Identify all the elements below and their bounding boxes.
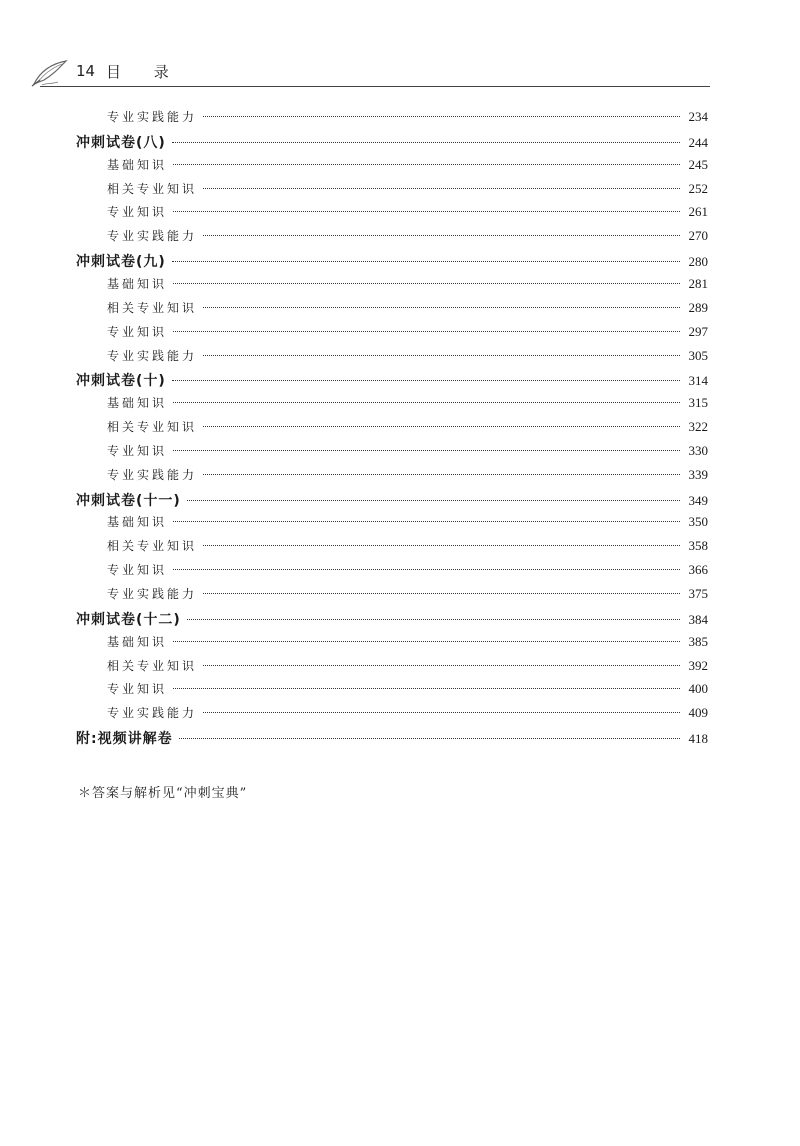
toc-page-number: 234: [688, 109, 708, 124]
toc-page-number: 409: [688, 705, 708, 721]
header-title: 目 录: [106, 63, 183, 81]
toc-page-number: 330: [688, 442, 708, 458]
toc-section-row[interactable]: [0, 251, 800, 271]
toc-entry-label: 相关专业知识: [107, 658, 198, 673]
toc-page-number: 322: [688, 419, 708, 435]
toc-dot-leader: [173, 641, 680, 642]
toc-page-number: 261: [688, 204, 708, 220]
toc-dot-leader: [203, 545, 680, 546]
toc-entry-label: 专业实践能力: [107, 706, 198, 721]
toc-dot-leader: [203, 593, 680, 594]
toc-page-number: 281: [688, 275, 708, 291]
toc-subsection-row[interactable]: [0, 680, 800, 700]
toc-dot-leader: [173, 450, 680, 451]
toc-dot-leader: [187, 500, 680, 501]
toc-subsection-row[interactable]: [0, 585, 800, 605]
toc-subsection-row[interactable]: [0, 442, 800, 462]
toc-dot-leader: [203, 307, 680, 308]
toc-entry-label: 专业知识: [107, 563, 168, 578]
toc-subsection-row[interactable]: [0, 418, 800, 438]
toc-dot-leader: [172, 142, 680, 143]
toc-entry-label: 基础知识: [107, 634, 168, 649]
toc-dot-leader: [172, 380, 680, 381]
toc-page-number: 358: [688, 538, 708, 554]
toc-subsection-row[interactable]: [0, 537, 800, 557]
quill-logo-icon: [30, 58, 72, 88]
toc-entry-label: 专业实践能力: [107, 467, 198, 482]
toc-subsection-row[interactable]: [0, 561, 800, 581]
toc-entry-label: 基础知识: [107, 396, 168, 411]
toc-section-row[interactable]: [0, 132, 800, 152]
toc-dot-leader: [203, 235, 680, 236]
toc-dot-leader: [173, 521, 680, 522]
toc-page-number: 280: [688, 254, 708, 270]
toc-section-row[interactable]: [0, 490, 800, 510]
toc-entry-label: 相关专业知识: [107, 539, 198, 554]
toc-entry-label: 专业知识: [107, 324, 168, 339]
toc-dot-leader: [203, 426, 680, 427]
toc-dot-leader: [203, 474, 680, 475]
toc-entry-label: 冲刺试卷(八): [76, 134, 166, 151]
toc-dot-leader: [203, 188, 680, 189]
toc-dot-leader: [173, 283, 680, 284]
toc-subsection-row[interactable]: [0, 347, 800, 367]
toc-entry-label: 专业知识: [107, 205, 168, 220]
toc-subsection-row[interactable]: [0, 323, 800, 343]
toc-page-number: 384: [688, 611, 708, 627]
toc-entry-label: 专业知识: [107, 682, 168, 697]
toc-subsection-row[interactable]: [0, 227, 800, 247]
toc-page-number: 418: [688, 731, 708, 747]
toc-dot-leader: [203, 712, 680, 713]
toc-dot-leader: [203, 116, 680, 117]
toc-page-number: 289: [688, 299, 708, 315]
toc-subsection-row[interactable]: [0, 633, 800, 653]
toc-page-number: 244: [688, 134, 708, 150]
toc-page-number: 245: [688, 156, 708, 172]
toc-entry-label: 冲刺试卷(十一): [76, 492, 181, 509]
toc-subsection-row[interactable]: [0, 180, 800, 200]
toc-entry-label: 专业实践能力: [107, 229, 198, 244]
toc-page-number: 350: [688, 514, 708, 530]
toc-page-number: 252: [688, 180, 708, 196]
toc-dot-leader: [203, 355, 680, 356]
toc-subsection-row[interactable]: [0, 156, 800, 176]
toc-subsection-row[interactable]: [0, 108, 800, 128]
toc-entry-label: 基础知识: [107, 515, 168, 530]
toc-page-number: 314: [688, 373, 708, 389]
toc-dot-leader: [172, 261, 680, 262]
toc-dot-leader: [173, 211, 680, 212]
toc-page-number: 297: [688, 323, 708, 339]
toc-dot-leader: [173, 569, 680, 570]
toc-page-number: 339: [688, 466, 708, 482]
toc-page-number: 270: [688, 228, 708, 244]
toc-entry-label: 专业实践能力: [107, 110, 198, 124]
toc-entry-label: 冲刺试卷(十): [76, 373, 166, 390]
toc-page-number: 375: [688, 586, 708, 601]
toc-dot-leader: [203, 665, 680, 666]
header-page-number: 14: [76, 62, 96, 80]
toc-dot-leader: [173, 331, 680, 332]
page-header: [30, 58, 710, 88]
toc-page-number: 315: [688, 395, 708, 411]
toc-subsection-row[interactable]: [0, 203, 800, 223]
toc-dot-leader: [179, 738, 680, 739]
toc-entry-label: 专业实践能力: [107, 587, 198, 601]
toc-entry-label: 冲刺试卷(十二): [76, 611, 181, 628]
footnote: ＊答案与解析见“冲刺宝典”: [78, 786, 248, 801]
header-divider: [40, 86, 710, 87]
toc-entry-label: 相关专业知识: [107, 300, 198, 315]
toc-dot-leader: [187, 619, 680, 620]
toc-page-number: 392: [688, 657, 708, 673]
toc-section-row[interactable]: [0, 609, 800, 629]
toc-entry-label: 基础知识: [107, 276, 168, 291]
toc-entry-label: 专业知识: [107, 443, 168, 458]
toc-subsection-row[interactable]: [0, 466, 800, 486]
toc-section-row[interactable]: [0, 370, 800, 390]
toc-subsection-row[interactable]: [0, 657, 800, 677]
toc-entry-label: 附:视频讲解卷: [76, 731, 173, 748]
toc-entry-label: 相关专业知识: [107, 181, 198, 196]
toc-subsection-row[interactable]: [0, 275, 800, 295]
toc-dot-leader: [173, 164, 680, 165]
toc-page-number: 385: [688, 633, 708, 649]
toc-entry-label: 基础知识: [107, 157, 168, 172]
toc-dot-leader: [173, 688, 680, 689]
toc-entry-label: 冲刺试卷(九): [76, 254, 166, 271]
toc-subsection-row[interactable]: [0, 513, 800, 533]
toc-section-row[interactable]: [0, 728, 800, 748]
toc-page-number: 349: [688, 492, 708, 508]
toc-dot-leader: [173, 402, 680, 403]
toc-entry-label: 专业实践能力: [107, 348, 198, 363]
toc-entry-label: 相关专业知识: [107, 420, 198, 435]
toc-page-number: 305: [688, 347, 708, 363]
toc-subsection-row[interactable]: [0, 299, 800, 319]
toc-subsection-row[interactable]: [0, 394, 800, 414]
toc-page-number: 400: [688, 681, 708, 697]
toc-page-number: 366: [688, 562, 708, 578]
toc-subsection-row[interactable]: [0, 704, 800, 724]
